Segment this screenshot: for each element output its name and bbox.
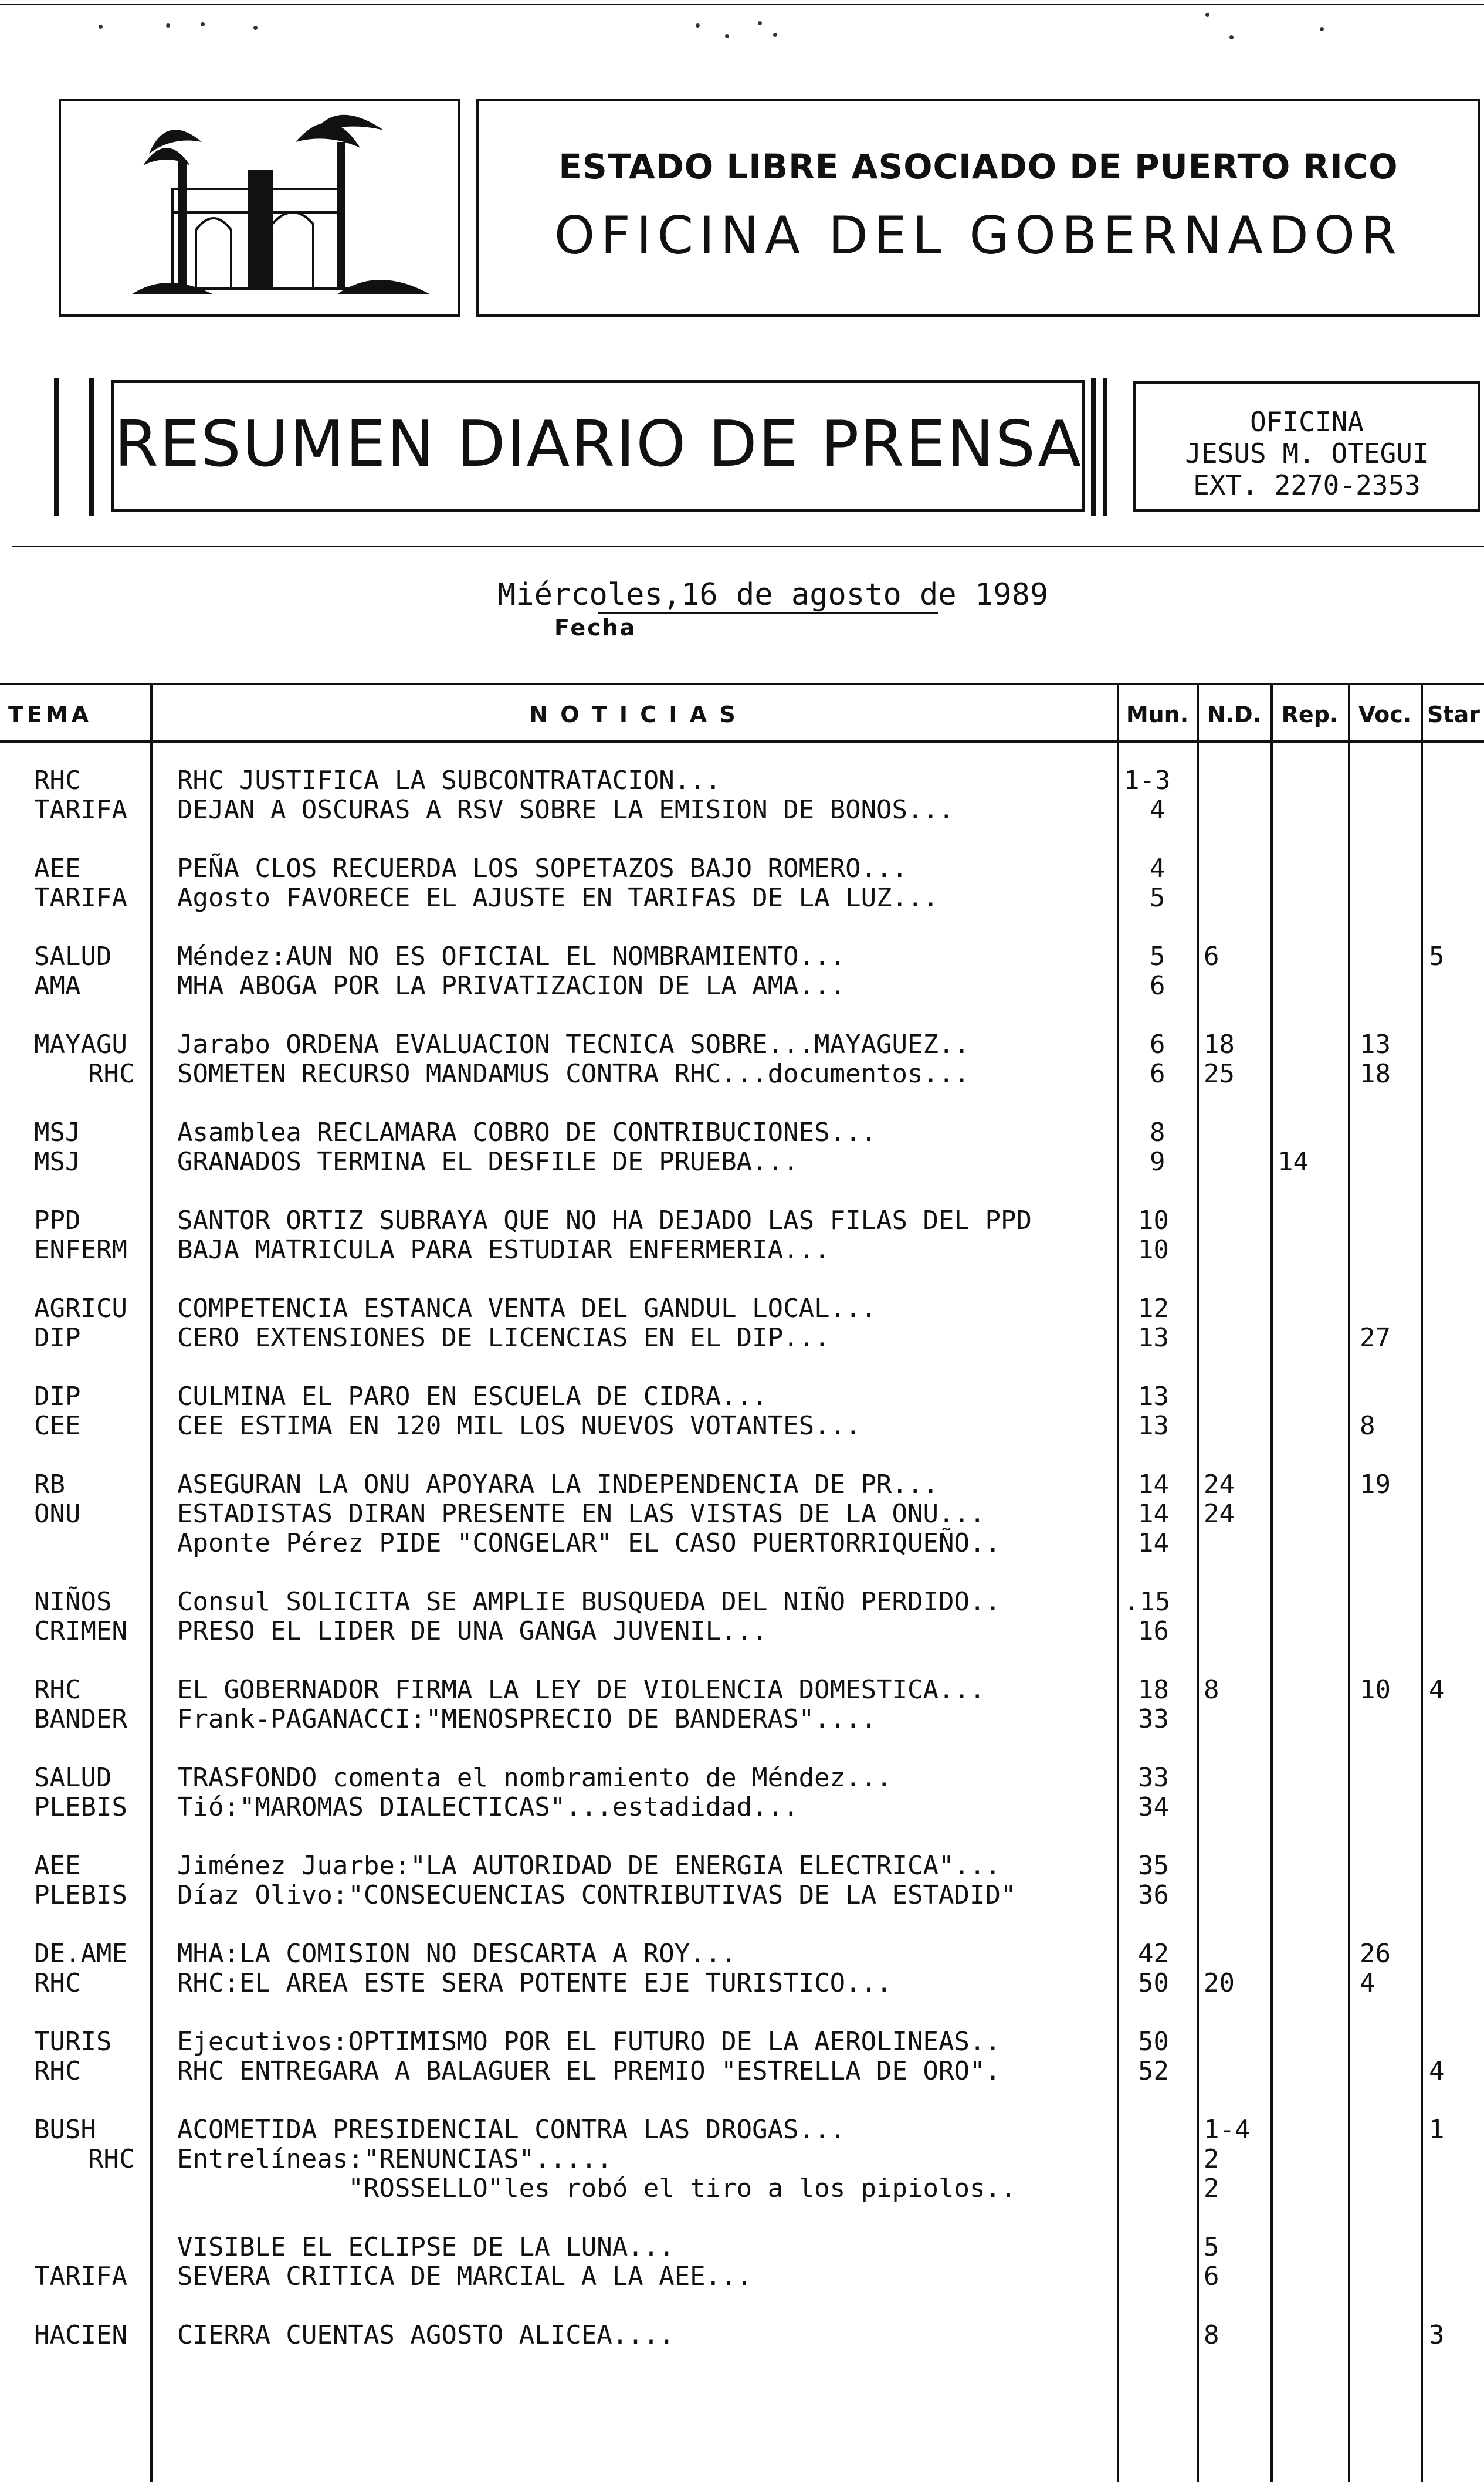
- page-title: RESUMEN DIARIO DE PRENSA: [114, 408, 1082, 481]
- cell-tema: TARIFA: [34, 2261, 127, 2291]
- cell-nd: 2: [1204, 2144, 1219, 2174]
- col-header-nd: N.D.: [1207, 702, 1262, 727]
- cell-voc: 19: [1360, 1469, 1391, 1499]
- cell-mun: 34: [1138, 1792, 1169, 1822]
- cell-mun: .15: [1124, 1587, 1171, 1617]
- cell-star: 4: [1429, 1675, 1445, 1705]
- letterhead-box: [476, 99, 1480, 317]
- cell-tema: HACIEN: [34, 2320, 127, 2350]
- cell-noticia: Consul SOLICITA SE AMPLIE BUSQUEDA DEL NIÑO PERDIDO..: [177, 1587, 1001, 1617]
- cell-noticia: CIERRA CUENTAS AGOSTO ALICEA....: [177, 2320, 675, 2350]
- cell-tema: RB: [34, 1469, 65, 1499]
- cell-star: 4: [1429, 2056, 1445, 2086]
- cell-mun: 14: [1138, 1528, 1169, 1558]
- cell-nd: 1-4: [1204, 2115, 1251, 2145]
- cell-noticia: ESTADISTAS DIRAN PRESENTE EN LAS VISTAS DE LA ONU...: [177, 1499, 985, 1529]
- cell-noticia: RHC JUSTIFICA LA SUBCONTRATACION...: [177, 766, 721, 795]
- cell-star: 1: [1429, 2115, 1445, 2145]
- cell-nd: 18: [1204, 1030, 1235, 1059]
- cell-mun: 16: [1138, 1616, 1169, 1646]
- cell-tema: DIP: [34, 1381, 81, 1411]
- cell-tema: TURIS: [34, 2027, 112, 2057]
- cell-tema: PPD: [34, 1206, 81, 1235]
- cell-tema: AEE: [34, 854, 81, 883]
- col-rule-nd: [1270, 683, 1273, 2482]
- cell-noticia: ASEGURAN LA ONU APOYARA LA INDEPENDENCIA DE PR...: [177, 1469, 939, 1499]
- cell-noticia: SEVERA CRITICA DE MARCIAL A LA AEE...: [177, 2261, 753, 2291]
- cell-nd: 2: [1204, 2173, 1219, 2203]
- cell-noticia: GRANADOS TERMINA EL DESFILE DE PRUEBA...: [177, 1147, 799, 1177]
- cell-noticia: SANTOR ORTIZ SUBRAYA QUE NO HA DEJADO LAS FILAS DEL PPD: [177, 1206, 1032, 1235]
- office-box: [1133, 381, 1480, 512]
- cell-noticia: Agosto FAVORECE EL AJUSTE EN TARIFAS DE LA LUZ...: [177, 883, 939, 913]
- cell-tema: AMA: [34, 971, 81, 1001]
- cell-mun: 1-3: [1124, 766, 1171, 795]
- cell-mun: 12: [1138, 1294, 1169, 1323]
- cell-tema: RHC: [88, 2144, 135, 2174]
- cell-noticia: Jarabo ORDENA EVALUACION TECNICA SOBRE...MAYAGUEZ..: [177, 1030, 970, 1059]
- letterhead-state: ESTADO LIBRE ASOCIADO DE PUERTO RICO: [558, 147, 1398, 187]
- title-bar-left-1: [54, 378, 59, 516]
- cell-tema: TARIFA: [34, 795, 127, 825]
- cell-noticia: CERO EXTENSIONES DE LICENCIAS EN EL DIP...: [177, 1323, 830, 1353]
- cell-mun: 18: [1138, 1675, 1169, 1705]
- cell-mun: 6: [1150, 971, 1165, 1001]
- cell-mun: 13: [1138, 1323, 1169, 1353]
- cell-nd: 8: [1204, 2320, 1219, 2350]
- cell-rep: 14: [1278, 1147, 1309, 1177]
- letterhead-office: OFICINA DEL GOBERNADOR: [554, 205, 1403, 266]
- cell-mun: 4: [1150, 795, 1165, 825]
- cell-tema: RHC: [34, 1968, 81, 1998]
- cell-noticia: DEJAN A OSCURAS A RSV SOBRE LA EMISION DE BONOS...: [177, 795, 954, 825]
- col-header-star: Star: [1427, 702, 1480, 727]
- cell-mun: 6: [1150, 1030, 1165, 1059]
- cell-nd: 6: [1204, 942, 1219, 971]
- cell-noticia: Jiménez Juarbe:"LA AUTORIDAD DE ENERGIA ELECTRICA"...: [177, 1851, 1001, 1881]
- title-bar-right-2: [1103, 378, 1107, 516]
- cell-mun: 5: [1150, 942, 1165, 971]
- cell-tema: RHC: [88, 1059, 135, 1089]
- cell-voc: 26: [1360, 1939, 1391, 1969]
- cell-mun: 5: [1150, 883, 1165, 913]
- cell-tema: CRIMEN: [34, 1616, 127, 1646]
- cell-mun: 14: [1138, 1499, 1169, 1529]
- cell-tema: MSJ: [34, 1118, 81, 1147]
- header-separator: [12, 546, 1484, 547]
- title-bar-left-2: [89, 378, 94, 516]
- cell-noticia: Ejecutivos:OPTIMISMO POR EL FUTURO DE LA AEROLINEAS..: [177, 2027, 1001, 2057]
- cell-mun: 33: [1138, 1763, 1169, 1793]
- cell-nd: 24: [1204, 1469, 1235, 1499]
- cell-noticia: Frank-PAGANACCI:"MENOSPRECIO DE BANDERAS"....: [177, 1704, 877, 1734]
- cell-tema: AEE: [34, 1851, 81, 1881]
- office-extension: EXT. 2270-2353: [1193, 469, 1421, 501]
- cell-tema: ONU: [34, 1499, 81, 1529]
- cell-tema: RHC: [34, 1675, 81, 1705]
- cell-noticia: EL GOBERNADOR FIRMA LA LEY DE VIOLENCIA DOMESTICA...: [177, 1675, 985, 1705]
- cell-tema: BANDER: [34, 1704, 127, 1734]
- cell-noticia: PEÑA CLOS RECUERDA LOS SOPETAZOS BAJO ROMERO...: [177, 854, 908, 883]
- cell-voc: 4: [1360, 1968, 1375, 1998]
- cell-nd: 8: [1204, 1675, 1219, 1705]
- cell-mun: 10: [1138, 1235, 1169, 1265]
- cell-noticia: SOMETEN RECURSO MANDAMUS CONTRA RHC...documentos...: [177, 1059, 970, 1089]
- cell-noticia: Entrelíneas:"RENUNCIAS".....: [177, 2144, 612, 2174]
- cell-nd: 20: [1204, 1968, 1235, 1998]
- cell-voc: 8: [1360, 1411, 1375, 1441]
- cell-noticia: Díaz Olivo:"CONSECUENCIAS CONTRIBUTIVAS DE LA ESTADID": [177, 1880, 1017, 1910]
- col-rule-rep: [1348, 683, 1350, 2482]
- cell-noticia: PRESO EL LIDER DE UNA GANGA JUVENIL...: [177, 1616, 768, 1646]
- cell-noticia: "ROSSELLO"les robó el tiro a los pipiolos..: [177, 2173, 1017, 2203]
- cell-tema: ENFERM: [34, 1235, 127, 1265]
- fortaleza-engraving-logo: [61, 101, 458, 314]
- cell-nd: 24: [1204, 1499, 1235, 1529]
- cell-tema: DIP: [34, 1323, 81, 1353]
- cell-voc: 18: [1360, 1059, 1391, 1089]
- cell-noticia: RHC:EL AREA ESTE SERA POTENTE EJE TURISTICO...: [177, 1968, 892, 1998]
- date-underline: [598, 612, 938, 614]
- cell-tema: TARIFA: [34, 883, 127, 913]
- cell-mun: 10: [1138, 1206, 1169, 1235]
- cell-tema: CEE: [34, 1411, 81, 1441]
- cell-mun: 36: [1138, 1880, 1169, 1910]
- cell-mun: 13: [1138, 1381, 1169, 1411]
- table-header-rule: [0, 740, 1484, 743]
- cell-tema: AGRICU: [34, 1294, 127, 1323]
- col-rule-tema: [150, 683, 153, 2482]
- date-label: Fecha: [554, 615, 637, 641]
- cell-voc: 27: [1360, 1323, 1391, 1353]
- cell-mun: 8: [1150, 1118, 1165, 1147]
- cell-noticia: COMPETENCIA ESTANCA VENTA DEL GANDUL LOCAL...: [177, 1294, 877, 1323]
- cell-nd: 25: [1204, 1059, 1235, 1089]
- cell-noticia: CULMINA EL PARO EN ESCUELA DE CIDRA...: [177, 1381, 768, 1411]
- cell-noticia: ACOMETIDA PRESIDENCIAL CONTRA LAS DROGAS...: [177, 2115, 846, 2145]
- col-header-voc: Voc.: [1358, 702, 1412, 727]
- cell-voc: 13: [1360, 1030, 1391, 1059]
- cell-mun: 14: [1138, 1469, 1169, 1499]
- cell-tema: RHC: [34, 2056, 81, 2086]
- cell-tema: RHC: [34, 766, 81, 795]
- cell-voc: 10: [1360, 1675, 1391, 1705]
- cell-mun: 6: [1150, 1059, 1165, 1089]
- cell-mun: 50: [1138, 2027, 1169, 2057]
- table-top-rule: [0, 683, 1484, 685]
- cell-tema: SALUD: [34, 942, 112, 971]
- cell-noticia: VISIBLE EL ECLIPSE DE LA LUNA...: [177, 2232, 675, 2262]
- cell-tema: MSJ: [34, 1147, 81, 1177]
- cell-mun: 50: [1138, 1968, 1169, 1998]
- cell-noticia: RHC ENTREGARA A BALAGUER EL PREMIO "ESTRELLA DE ORO".: [177, 2056, 1001, 2086]
- col-rule-noticias: [1117, 683, 1119, 2482]
- cell-nd: 5: [1204, 2232, 1219, 2262]
- cell-mun: 13: [1138, 1411, 1169, 1441]
- col-header-rep: Rep.: [1281, 702, 1339, 727]
- cell-noticia: Méndez:AUN NO ES OFICIAL EL NOMBRAMIENTO...: [177, 942, 846, 971]
- office-name: OFICINA: [1250, 406, 1364, 438]
- cell-star: 5: [1429, 942, 1445, 971]
- cell-mun: 52: [1138, 2056, 1169, 2086]
- col-header-mun-label: Mun.: [1126, 702, 1189, 727]
- cell-tema: NIÑOS: [34, 1587, 112, 1617]
- cell-noticia: BAJA MATRICULA PARA ESTUDIAR ENFERMERIA...: [177, 1235, 830, 1265]
- cell-mun: 9: [1150, 1147, 1165, 1177]
- cell-tema: PLEBIS: [34, 1792, 127, 1822]
- cell-star: 3: [1429, 2320, 1445, 2350]
- title-bar-right-1: [1091, 378, 1096, 516]
- col-rule-voc: [1421, 683, 1423, 2482]
- col-header-tema: TEMA: [8, 702, 93, 727]
- cell-noticia: MHA:LA COMISION NO DESCARTA A ROY...: [177, 1939, 737, 1969]
- cell-noticia: TRASFONDO comenta el nombramiento de Méndez...: [177, 1763, 892, 1793]
- cell-mun: 42: [1138, 1939, 1169, 1969]
- cell-noticia: MHA ABOGA POR LA PRIVATIZACION DE LA AMA...: [177, 971, 846, 1001]
- report-date: Miércoles,16 de agosto de 1989: [497, 577, 1049, 612]
- title-box: [111, 380, 1085, 512]
- cell-noticia: Tió:"MAROMAS DIALECTICAS"...estadidad...: [177, 1792, 799, 1822]
- cell-noticia: CEE ESTIMA EN 120 MIL LOS NUEVOS VOTANTES...: [177, 1411, 861, 1441]
- col-header-noticias: N O T I C I A S: [529, 702, 738, 727]
- cell-noticia: Aponte Pérez PIDE "CONGELAR" EL CASO PUERTORRIQUEÑO..: [177, 1528, 1001, 1558]
- cell-tema: BUSH: [34, 2115, 96, 2145]
- cell-tema: SALUD: [34, 1763, 112, 1793]
- cell-mun: 33: [1138, 1704, 1169, 1734]
- cell-tema: MAYAGU: [34, 1030, 127, 1059]
- cell-mun: 4: [1150, 854, 1165, 883]
- office-person: JESUS M. OTEGUI: [1185, 438, 1429, 469]
- top-rule: [0, 4, 1484, 5]
- cell-nd: 6: [1204, 2261, 1219, 2291]
- col-rule-mun: [1197, 683, 1199, 2482]
- cell-tema: PLEBIS: [34, 1880, 127, 1910]
- cell-mun: 35: [1138, 1851, 1169, 1881]
- cell-tema: DE.AME: [34, 1939, 127, 1969]
- logo-box: [59, 99, 460, 317]
- cell-noticia: Asamblea RECLAMARA COBRO DE CONTRIBUCIONES...: [177, 1118, 877, 1147]
